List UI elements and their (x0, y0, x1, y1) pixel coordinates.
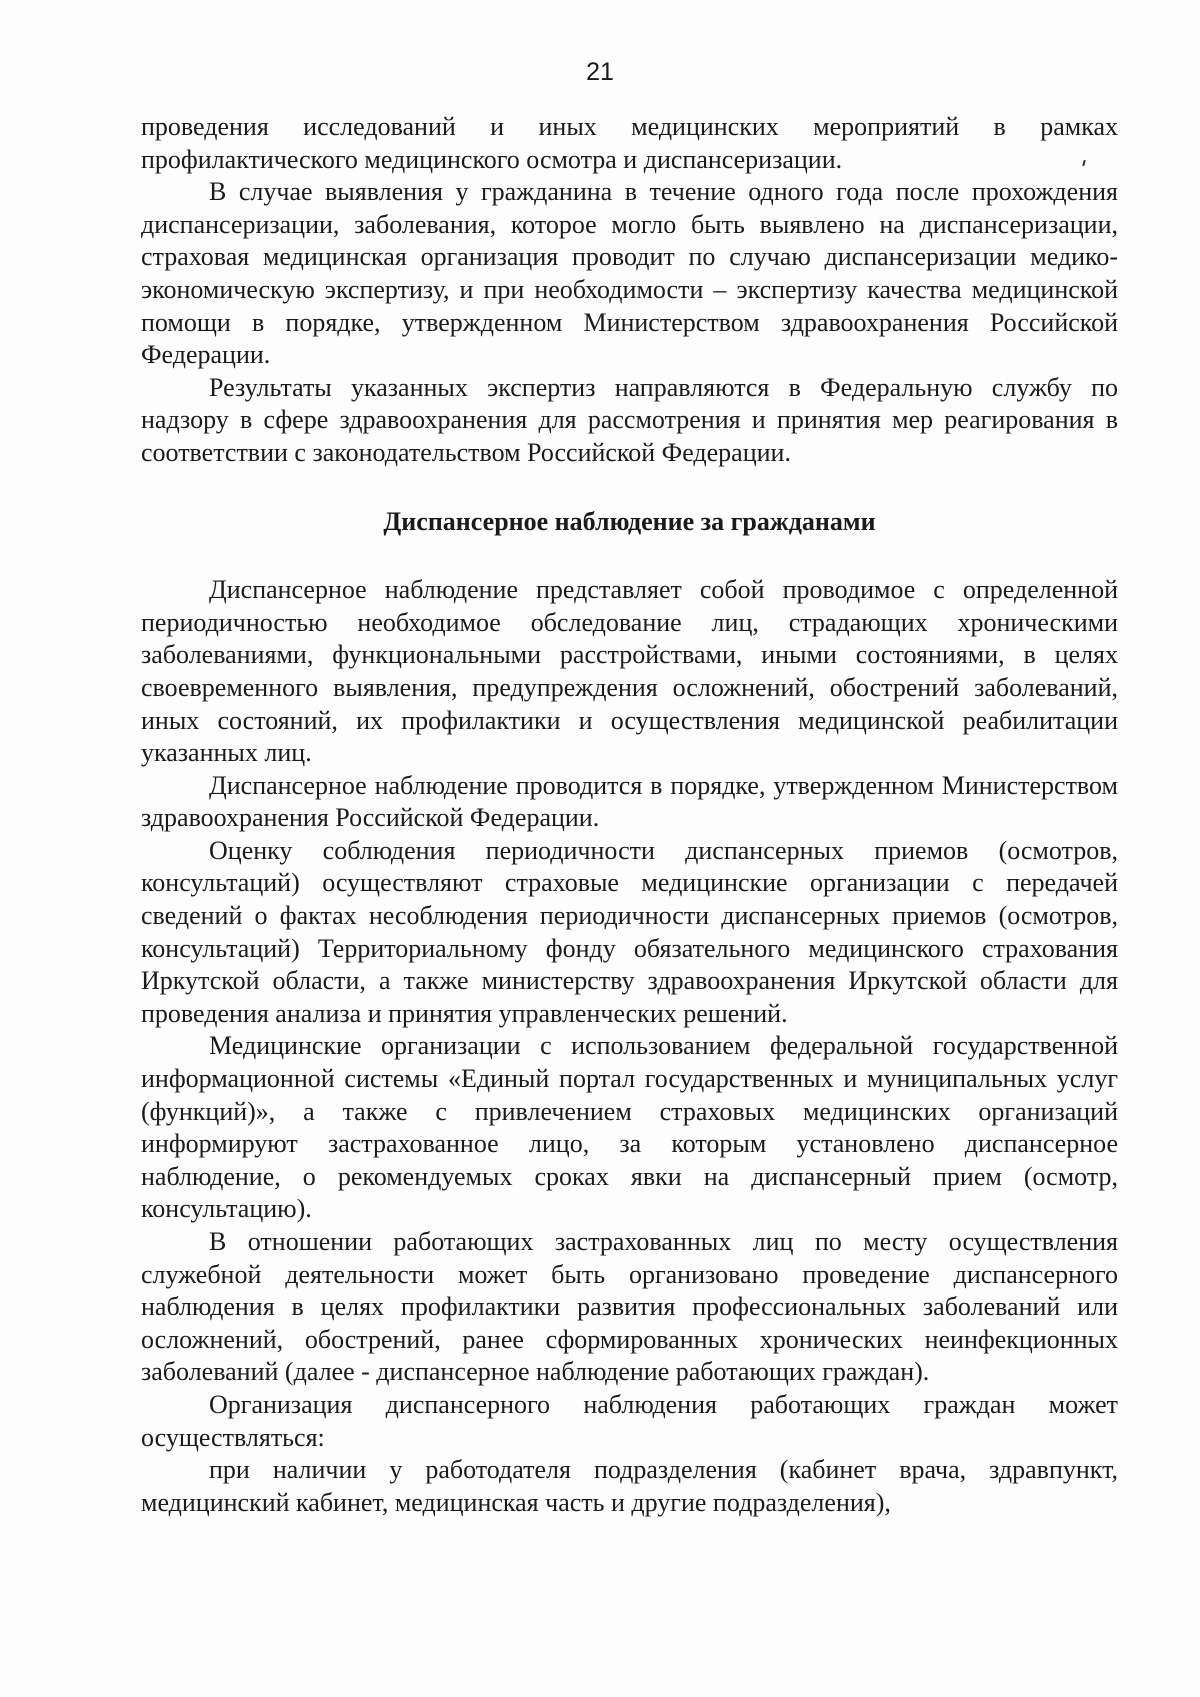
paragraph: Медицинские организации с использованием федеральной государственной информационной системы «Единый портал государственных и муниципальных услуг (функций)», а также с привлечением страховых медицинских организаций информируют застрахованное лицо, за которым установлено диспансерное наблюдение, о рекомендуемых сроках явки на диспансерный прием (осмотр, консультацию). (141, 1031, 1118, 1224)
section-heading: Диспансерное наблюдение за гражданами (383, 506, 876, 536)
paragraph-continuation: проведения исследований и иных медицинских мероприятий в рамках профилактического медицинского осмотра и диспансеризации. (141, 112, 1118, 174)
paragraph: Организация диспансерного наблюдения работающих граждан может осуществляться: (141, 1389, 1118, 1452)
document-body (141, 111, 1118, 1519)
paragraph: Диспансерное наблюдение проводится в порядке, утвержденном Министерством здравоохранения Российской Федерации. (141, 770, 1118, 833)
paragraph: Диспансерное наблюдение представляет собой проводимое с определенной периодичностью необходимое обследование лиц, страдающих хроническими заболеваниями, функциональными расстройствами, иными состояниями, в целях своевременного выявления, предупреждения осложнений, обострений заболеваний, иных состояний, их профилактики и осуществления медицинской реабилитации указанных лиц. (141, 575, 1118, 768)
page-number: 21 (586, 58, 614, 86)
paragraph: В отношении работающих застрахованных лиц по месту осуществления служебной деятельности может быть организовано проведение диспансерного наблюдения в целях профилактики развития профессиональных заболеваний или осложнений, обострений, ранее сформированных хронических неинфекционных заболеваний (далее - диспансерное наблюдение работающих граждан). (141, 1227, 1118, 1387)
paragraph: Оценку соблюдения периодичности диспансерных приемов (осмотров, консультаций) осуществляют страховые медицинские организации с передачей сведений о фактах несоблюдения периодичности диспансерных приемов (осмотров, консультаций) Территориальному фонду обязательного медицинского страхования Иркутской области, а также министерству здравоохранения Иркутской области для проведения анализа и принятия управленческих решений. (141, 835, 1118, 1028)
paragraph: В случае выявления у гражданина в течение одного года после прохождения диспансеризации, заболевания, которое могло быть выявлено на диспансеризации, страховая медицинская организация проводит по случаю диспансеризации медико-экономическую экспертизу, и при необходимости – экспертизу качества медицинской помощи в порядке, утвержденном Министерством здравоохранения Российской Федерации. (141, 177, 1118, 370)
paragraph: Результаты указанных экспертиз направляются в Федеральную службу по надзору в сфере здравоохранения для рассмотрения и принятия мер реагирования в соответствии с законодательством Российской Федерации. (141, 372, 1118, 467)
paragraph: при наличии у работодателя подразделения (кабинет врача, здравпункт, медицинский кабинет, медицинская часть и другие подразделения), (141, 1455, 1118, 1517)
